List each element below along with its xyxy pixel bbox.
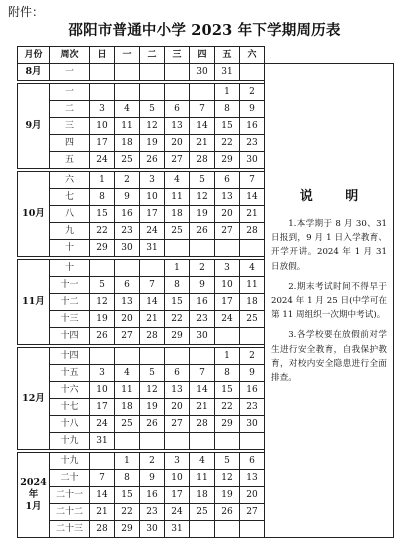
day-cell: 4 [240,260,265,277]
week-cell: 十五 [50,365,90,382]
day-cell [140,348,165,365]
day-cell: 8 [115,470,140,487]
week-cell: 二十二 [50,504,90,521]
day-cell: 4 [190,453,215,470]
day-cell: 5 [140,365,165,382]
day-cell: 13 [215,189,240,206]
day-cell: 25 [115,152,140,169]
col-header: 周次 [50,47,90,64]
day-cell: 26 [140,416,165,433]
day-cell: 17 [90,399,115,416]
day-cell: 6 [240,453,265,470]
day-cell [115,84,140,101]
day-cell: 17 [90,135,115,152]
day-cell: 16 [190,294,215,311]
week-cell: 十四 [50,348,90,365]
day-cell: 3 [215,260,240,277]
day-cell [190,240,215,257]
day-cell: 8 [215,365,240,382]
day-cell: 6 [115,277,140,294]
day-cell: 23 [240,135,265,152]
day-cell: 23 [240,399,265,416]
day-cell: 22 [115,504,140,521]
month-cell: 8月 [18,64,50,81]
day-cell: 18 [190,487,215,504]
day-cell: 28 [240,223,265,240]
day-cell: 20 [115,311,140,328]
day-cell: 2 [140,453,165,470]
day-cell: 8 [90,189,115,206]
day-cell: 27 [165,152,190,169]
page-title: 邵阳市普通中小学 2023 年下学期周历表 [68,22,341,39]
week-cell: 二十三 [50,521,90,538]
day-cell: 20 [165,399,190,416]
day-cell: 10 [165,470,190,487]
calendar-table [17,46,394,538]
day-cell: 28 [90,521,115,538]
day-cell: 7 [190,101,215,118]
notes-header-spacer [265,47,394,64]
day-cell: 15 [115,487,140,504]
day-cell [90,453,115,470]
day-cell: 25 [240,311,265,328]
day-cell: 4 [115,365,140,382]
day-cell: 19 [140,135,165,152]
day-cell: 30 [240,152,265,169]
day-cell: 24 [140,223,165,240]
week-cell: 三 [50,118,90,135]
day-cell: 27 [240,504,265,521]
col-header: 一 [115,47,140,64]
day-cell [215,521,240,538]
day-cell: 17 [215,294,240,311]
day-cell: 25 [165,223,190,240]
day-cell [165,240,190,257]
day-cell [140,64,165,81]
day-cell: 5 [190,172,215,189]
day-cell [165,64,190,81]
day-cell [90,64,115,81]
day-cell: 25 [190,504,215,521]
day-cell: 26 [140,152,165,169]
day-cell: 16 [115,206,140,223]
day-cell: 1 [165,260,190,277]
week-cell: 十 [50,240,90,257]
day-cell: 10 [215,277,240,294]
week-cell: 十一 [50,277,90,294]
week-cell: 一 [50,64,90,81]
day-cell: 6 [215,172,240,189]
day-cell: 18 [165,206,190,223]
day-cell: 15 [90,206,115,223]
week-cell: 五 [50,152,90,169]
day-cell: 6 [165,365,190,382]
day-cell: 30 [240,416,265,433]
day-cell: 5 [140,101,165,118]
col-header: 三 [165,47,190,64]
day-cell: 9 [190,277,215,294]
day-cell: 29 [115,521,140,538]
day-cell: 15 [215,118,240,135]
day-cell [240,521,265,538]
day-cell: 11 [115,118,140,135]
day-cell: 23 [115,223,140,240]
day-cell: 22 [215,399,240,416]
day-cell: 31 [165,521,190,538]
week-cell: 十二 [50,294,90,311]
col-header: 日 [90,47,115,64]
day-cell: 13 [240,470,265,487]
day-cell: 2 [190,260,215,277]
day-cell: 30 [115,240,140,257]
week-cell: 二十 [50,470,90,487]
day-cell [165,348,190,365]
day-cell: 22 [90,223,115,240]
day-cell: 29 [165,328,190,345]
day-cell: 28 [190,416,215,433]
day-cell: 11 [165,189,190,206]
month-cell: 9月 [18,84,50,169]
day-cell: 4 [115,101,140,118]
day-cell: 25 [115,416,140,433]
day-cell: 1 [215,348,240,365]
day-cell: 10 [90,118,115,135]
day-cell: 16 [240,382,265,399]
day-cell: 28 [140,328,165,345]
day-cell: 15 [165,294,190,311]
day-cell: 12 [190,189,215,206]
day-cell: 20 [240,487,265,504]
month-cell: 12月 [18,348,50,450]
day-cell: 21 [90,504,115,521]
week-cell: 四 [50,135,90,152]
day-cell: 20 [165,135,190,152]
day-cell [190,84,215,101]
day-cell: 27 [215,223,240,240]
day-cell: 18 [115,135,140,152]
day-cell: 12 [140,118,165,135]
day-cell: 17 [140,206,165,223]
day-cell [190,433,215,450]
day-cell: 12 [140,382,165,399]
note-item: 2.期末考试时间不得早于 2024 年 1 月 25 日(中学可在第 11 周组织一次期中考试)。 [271,281,387,321]
day-cell: 7 [140,277,165,294]
day-cell: 5 [215,453,240,470]
day-cell: 21 [190,399,215,416]
day-cell: 21 [140,311,165,328]
day-cell [240,64,265,81]
day-cell: 9 [140,470,165,487]
day-cell: 15 [215,382,240,399]
day-cell: 24 [215,311,240,328]
day-cell: 18 [115,399,140,416]
day-cell [215,433,240,450]
day-cell [165,84,190,101]
week-cell: 六 [50,172,90,189]
day-cell: 23 [190,311,215,328]
week-cell: 二 [50,101,90,118]
week-cell: 十 [50,260,90,277]
note-item: 3.各学校要在放假前对学生进行安全教育，自我保护教育，对校内安全隐患进行全面排查。 [271,330,387,384]
day-cell: 7 [90,470,115,487]
day-cell [90,84,115,101]
col-header: 月份 [18,47,50,64]
day-cell: 19 [90,311,115,328]
day-cell: 14 [190,382,215,399]
day-cell [90,348,115,365]
col-header: 二 [140,47,165,64]
week-cell: 十七 [50,399,90,416]
day-cell [140,84,165,101]
week-cell: 十四 [50,328,90,345]
week-cell: 十六 [50,382,90,399]
notes-title: 说 明 [299,189,373,204]
day-cell: 19 [215,487,240,504]
day-cell: 10 [90,382,115,399]
day-cell: 26 [190,223,215,240]
day-cell: 2 [240,84,265,101]
day-cell: 14 [140,294,165,311]
day-cell: 31 [215,64,240,81]
week-cell: 九 [50,223,90,240]
day-cell: 11 [115,382,140,399]
day-cell: 9 [240,101,265,118]
day-cell: 12 [90,294,115,311]
day-cell: 8 [165,277,190,294]
day-cell [240,240,265,257]
day-cell: 4 [165,172,190,189]
day-cell: 10 [140,189,165,206]
day-cell: 7 [240,172,265,189]
day-cell: 7 [190,365,215,382]
day-cell: 29 [215,416,240,433]
week-cell: 十九 [50,453,90,470]
day-cell: 26 [90,328,115,345]
day-cell [115,433,140,450]
day-cell: 28 [190,152,215,169]
day-cell: 9 [115,189,140,206]
note-item: 1.本学期于 8 月 30、31 日报到，9 月 1 日入学教育、开学开讲。2024 年 1 月 31 日放假。 [271,219,387,272]
day-cell: 5 [90,277,115,294]
day-cell [240,433,265,450]
day-cell: 27 [115,328,140,345]
day-cell: 23 [140,504,165,521]
table-row [18,64,394,81]
day-cell: 3 [140,172,165,189]
month-cell: 11月 [18,260,50,345]
day-cell: 13 [115,294,140,311]
day-cell [140,433,165,450]
day-cell [215,240,240,257]
day-cell: 27 [165,416,190,433]
day-cell: 11 [240,277,265,294]
day-cell: 6 [165,101,190,118]
day-cell: 11 [190,470,215,487]
day-cell: 8 [215,101,240,118]
day-cell: 16 [140,487,165,504]
day-cell: 31 [90,433,115,450]
day-cell: 20 [215,206,240,223]
day-cell: 14 [240,189,265,206]
week-cell: 二十一 [50,487,90,504]
month-cell: 2024 年 1月 [18,453,50,538]
month-cell: 10月 [18,172,50,257]
notes-panel [265,64,394,538]
day-cell [90,260,115,277]
day-cell [140,260,165,277]
day-cell: 12 [215,470,240,487]
day-cell [190,521,215,538]
day-cell: 1 [215,84,240,101]
day-cell: 24 [90,152,115,169]
day-cell: 13 [165,118,190,135]
day-cell: 24 [90,416,115,433]
day-cell: 18 [240,294,265,311]
day-cell [215,328,240,345]
week-cell: 十九 [50,433,90,450]
week-cell: 一 [50,84,90,101]
day-cell: 21 [190,135,215,152]
day-cell: 19 [140,399,165,416]
col-header: 五 [215,47,240,64]
day-cell [165,433,190,450]
day-cell: 2 [240,348,265,365]
day-cell: 29 [90,240,115,257]
day-cell [115,348,140,365]
day-cell: 1 [115,453,140,470]
week-cell: 七 [50,189,90,206]
day-cell: 26 [215,504,240,521]
day-cell: 19 [190,206,215,223]
day-cell: 30 [190,64,215,81]
week-cell: 十三 [50,311,90,328]
day-cell: 29 [215,152,240,169]
day-cell: 14 [190,118,215,135]
day-cell [115,260,140,277]
day-cell: 3 [90,101,115,118]
day-cell: 22 [215,135,240,152]
day-cell [190,348,215,365]
day-cell: 3 [165,453,190,470]
day-cell [240,328,265,345]
day-cell: 14 [90,487,115,504]
week-cell: 八 [50,206,90,223]
day-cell: 1 [90,172,115,189]
week-cell: 十八 [50,416,90,433]
day-cell: 13 [165,382,190,399]
day-cell: 2 [115,172,140,189]
day-cell: 17 [165,487,190,504]
day-cell: 21 [240,206,265,223]
col-header: 四 [190,47,215,64]
day-cell: 31 [140,240,165,257]
day-cell: 30 [140,521,165,538]
day-cell: 9 [240,365,265,382]
header-row [18,47,394,64]
day-cell: 3 [90,365,115,382]
day-cell: 22 [165,311,190,328]
day-cell: 16 [240,118,265,135]
col-header: 六 [240,47,265,64]
attachment-label: 附件： [8,5,45,19]
day-cell: 24 [165,504,190,521]
day-cell: 30 [190,328,215,345]
day-cell [115,64,140,81]
